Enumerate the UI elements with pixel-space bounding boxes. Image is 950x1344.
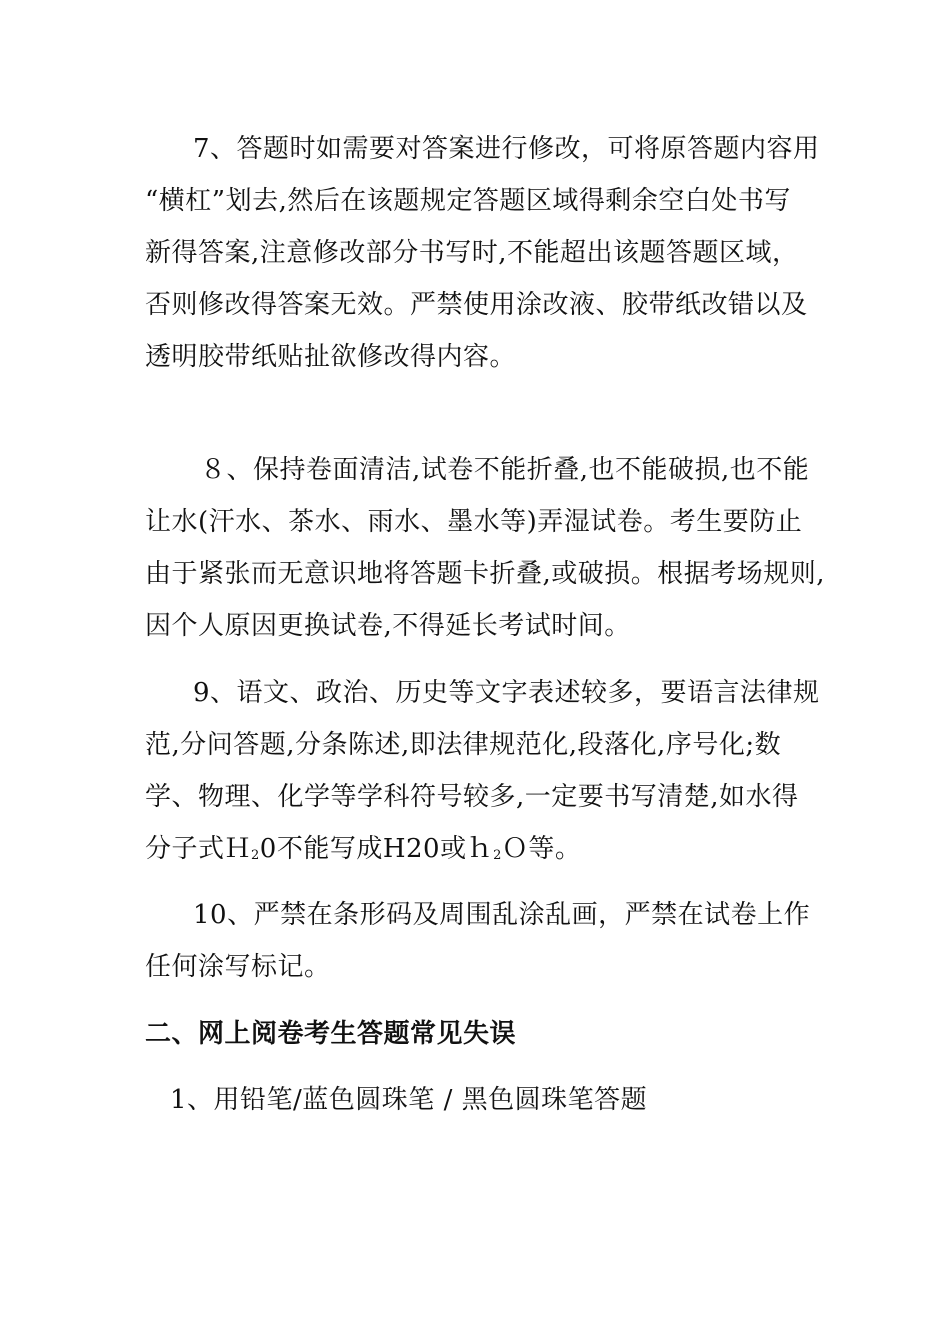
p7-line-4: 否则修改得答案无效。严禁使用涂改液、胶带纸改错以及: [145, 290, 808, 320]
p8-line-2: 让水(汗水、茶水、雨水、墨水等)弄湿试卷。考生要防止: [145, 507, 803, 537]
p7-line-3: 新得答案,注意修改部分书写时,不能超出该题答题区域，: [145, 238, 799, 268]
p7-line-2: “横杠”划去,然后在该题规定答题区域得剩余空白处书写: [145, 186, 791, 216]
subscript-2: 2: [251, 848, 260, 863]
p9-line-4: [145, 833, 581, 872]
p10-line-1: 10、严禁在条形码及周围乱涂乱画，严禁在试卷上作: [193, 900, 811, 930]
p8-line-4: 因个人原因更换试卷,不得延长考试时间。: [145, 611, 631, 641]
p10-line-2: 任何涂写标记。: [145, 952, 331, 982]
subscript-2: 2: [493, 848, 502, 863]
p9-line-4-part-a: 分子式Ｈ: [145, 834, 252, 864]
section-heading: 二、网上阅卷考生答题常见失误: [145, 1019, 517, 1049]
p7-line-1: 7、答题时如需要对答案进行修改，可将原答题内容用: [193, 134, 820, 164]
p9-line-1: 9、语文、政治、历史等文字表述较多，要语言法律规: [193, 678, 820, 708]
p9-line-4-part-b: 0不能写成H20或ｈ: [259, 834, 494, 864]
section-item-1: 1、用铅笔/蓝色圆珠笔 / 黑色圆珠笔答题: [170, 1085, 648, 1115]
p9-line-2: 范,分问答题,分条陈述,即法律规范化,段落化,序号化;数: [145, 730, 782, 760]
p9-line-4-part-c: Ｏ等。: [501, 834, 582, 864]
p9-line-3: 学、物理、化学等学科符号较多,一定要书写清楚,如水得: [145, 782, 799, 812]
p8-line-3: 由于紧张而无意识地将答题卡折叠,或破损。根据考场规则,: [145, 559, 826, 589]
p7-line-5: 透明胶带纸贴扯欲修改得内容。: [145, 342, 517, 372]
p8-line-1: ８、保持卷面清洁,试卷不能折叠,也不能破损,也不能: [200, 455, 810, 485]
